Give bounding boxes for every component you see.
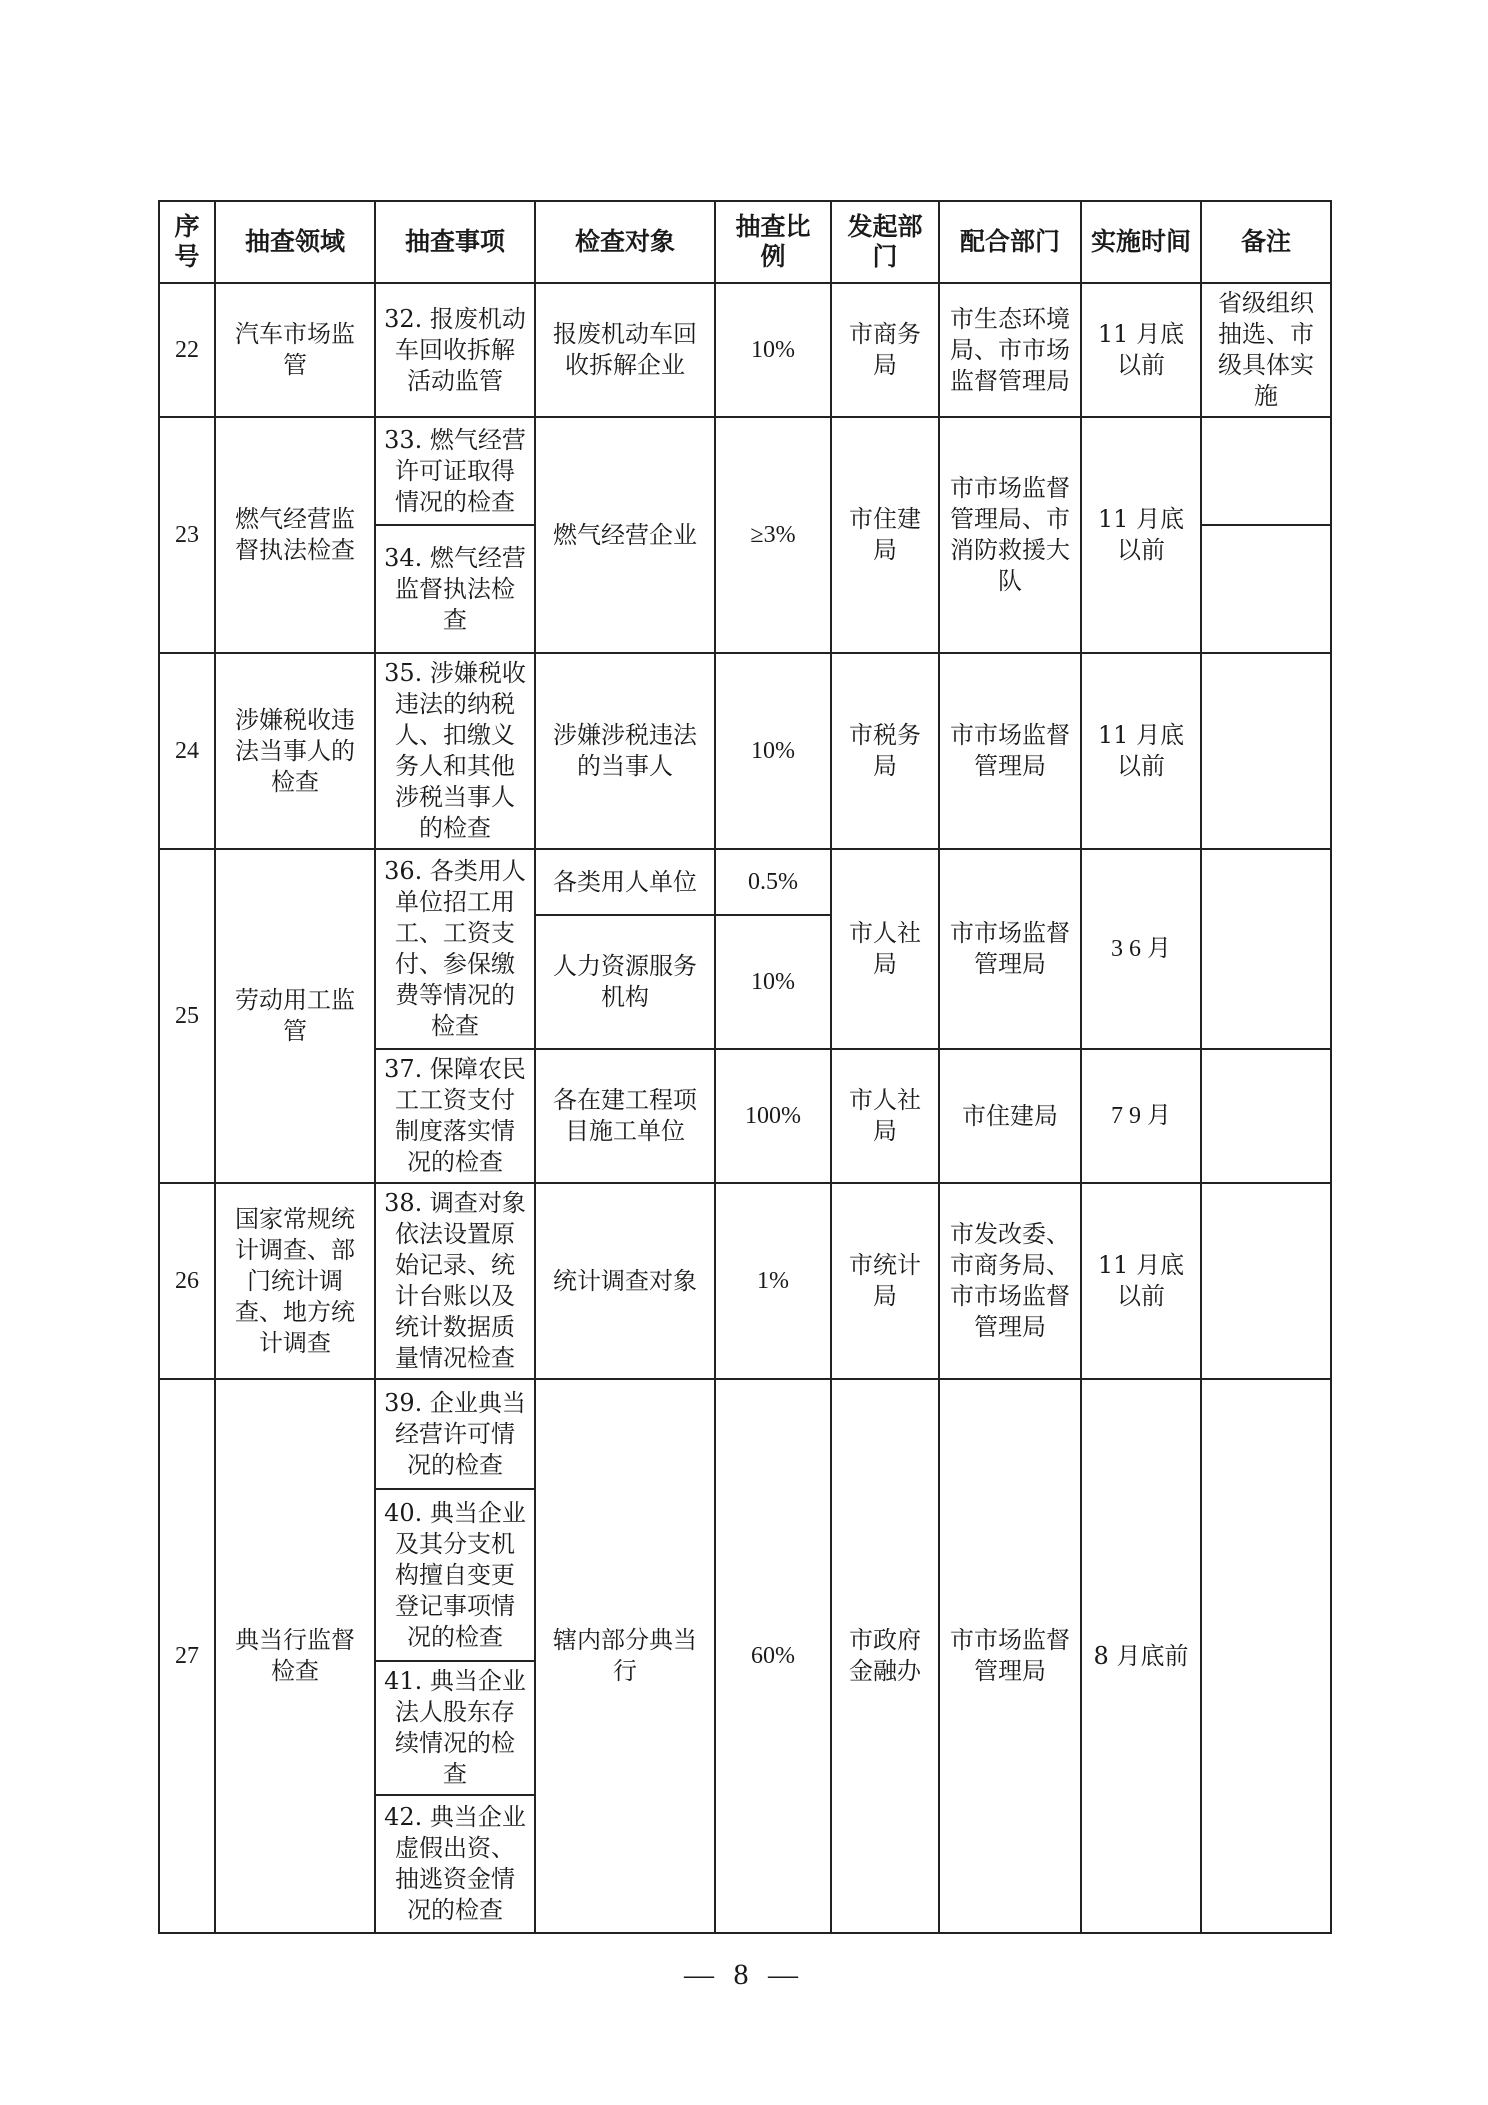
table-row xyxy=(159,653,1331,849)
row-seq: 25 xyxy=(159,849,215,1183)
row-target: 辖内部分典当行 xyxy=(535,1379,715,1933)
row-time: 11 月底以前 xyxy=(1081,283,1201,417)
row-time: 7 9 月 xyxy=(1081,1049,1201,1183)
header-seq: 序号 xyxy=(159,201,215,283)
row-initiator: 市政府金融办 xyxy=(831,1379,939,1933)
row-ratio: 60% xyxy=(715,1379,831,1933)
header-item: 抽查事项 xyxy=(375,201,535,283)
row-seq: 22 xyxy=(159,283,215,417)
row-seq: 24 xyxy=(159,653,215,849)
row-initiator: 市人社局 xyxy=(831,849,939,1049)
row-item: 36. 各类用人单位招工用工、工资支付、参保缴费等情况的检查 xyxy=(375,849,535,1049)
row-cooperator: 市生态环境局、市市场监督管理局 xyxy=(939,283,1081,417)
table-row xyxy=(159,1379,1331,1489)
table-header-row xyxy=(159,201,1331,283)
row-domain: 涉嫌税收违法当事人的检查 xyxy=(215,653,375,849)
row-remark: 省级组织抽选、市级具体实施 xyxy=(1201,283,1331,417)
row-remark-empty xyxy=(1201,1049,1331,1183)
row-target: 燃气经营企业 xyxy=(535,417,715,653)
row-item: 42. 典当企业虚假出资、抽逃资金情况的检查 xyxy=(375,1795,535,1933)
row-ratio: 100% xyxy=(715,1049,831,1183)
row-remark-empty xyxy=(1201,849,1331,1049)
row-time: 11 月底以前 xyxy=(1081,653,1201,849)
row-domain: 劳动用工监管 xyxy=(215,849,375,1183)
row-item: 38. 调查对象依法设置原始记录、统计台账以及统计数据质量情况检查 xyxy=(375,1183,535,1379)
table-row xyxy=(159,417,1331,525)
row-cooperator: 市市场监督管理局 xyxy=(939,849,1081,1049)
row-target: 统计调查对象 xyxy=(535,1183,715,1379)
row-seq: 23 xyxy=(159,417,215,653)
row-time: 3 6 月 xyxy=(1081,849,1201,1049)
row-item: 32. 报废机动车回收拆解活动监管 xyxy=(375,283,535,417)
row-domain: 燃气经营监督执法检查 xyxy=(215,417,375,653)
header-ratio: 抽查比例 xyxy=(715,201,831,283)
row-item: 35. 涉嫌税收违法的纳税人、扣缴义务人和其他涉税当事人的检查 xyxy=(375,653,535,849)
row-ratio: 1% xyxy=(715,1183,831,1379)
row-ratio: 0.5% xyxy=(715,849,831,915)
row-remark-empty xyxy=(1201,653,1331,849)
row-ratio: 10% xyxy=(715,915,831,1049)
row-remark-empty xyxy=(1201,1183,1331,1379)
row-cooperator: 市发改委、市商务局、市市场监督管理局 xyxy=(939,1183,1081,1379)
row-initiator: 市住建局 xyxy=(831,417,939,653)
header-initiator: 发起部门 xyxy=(831,201,939,283)
row-cooperator: 市市场监督管理局、市消防救援大队 xyxy=(939,417,1081,653)
table-row xyxy=(159,283,1331,417)
row-target: 涉嫌涉税违法的当事人 xyxy=(535,653,715,849)
inspection-table xyxy=(158,200,1332,1934)
page-number: — 8 — xyxy=(684,1958,804,1991)
row-ratio: 10% xyxy=(715,283,831,417)
header-time: 实施时间 xyxy=(1081,201,1201,283)
row-remark-empty xyxy=(1201,417,1331,525)
row-target: 各类用人单位 xyxy=(535,849,715,915)
row-seq: 26 xyxy=(159,1183,215,1379)
row-time: 11 月底以前 xyxy=(1081,417,1201,653)
row-target: 报废机动车回收拆解企业 xyxy=(535,283,715,417)
row-item: 37. 保障农民工工资支付制度落实情况的检查 xyxy=(375,1049,535,1183)
row-item: 34. 燃气经营监督执法检查 xyxy=(375,525,535,653)
row-remark-empty xyxy=(1201,525,1331,653)
row-time: 8 月底前 xyxy=(1081,1379,1201,1933)
row-item: 40. 典当企业及其分支机构擅自变更登记事项情况的检查 xyxy=(375,1489,535,1661)
row-target: 各在建工程项目施工单位 xyxy=(535,1049,715,1183)
row-remark-empty xyxy=(1201,1379,1331,1933)
row-cooperator: 市市场监督管理局 xyxy=(939,653,1081,849)
row-cooperator: 市市场监督管理局 xyxy=(939,1379,1081,1933)
row-initiator: 市商务局 xyxy=(831,283,939,417)
header-remark: 备注 xyxy=(1201,201,1331,283)
row-ratio: 10% xyxy=(715,653,831,849)
row-domain: 典当行监督检查 xyxy=(215,1379,375,1933)
table-row xyxy=(159,1183,1331,1379)
row-item: 33. 燃气经营许可证取得情况的检查 xyxy=(375,417,535,525)
header-target: 检查对象 xyxy=(535,201,715,283)
header-cooperator: 配合部门 xyxy=(939,201,1081,283)
row-time: 11 月底以前 xyxy=(1081,1183,1201,1379)
row-domain: 国家常规统计调查、部门统计调查、地方统计调查 xyxy=(215,1183,375,1379)
row-initiator: 市统计局 xyxy=(831,1183,939,1379)
row-item: 39. 企业典当经营许可情况的检查 xyxy=(375,1379,535,1489)
row-initiator: 市税务局 xyxy=(831,653,939,849)
row-cooperator: 市住建局 xyxy=(939,1049,1081,1183)
row-domain: 汽车市场监管 xyxy=(215,283,375,417)
row-ratio: ≥3% xyxy=(715,417,831,653)
table-row xyxy=(159,849,1331,915)
header-domain: 抽查领域 xyxy=(215,201,375,283)
row-initiator: 市人社局 xyxy=(831,1049,939,1183)
row-seq: 27 xyxy=(159,1379,215,1933)
row-target: 人力资源服务机构 xyxy=(535,915,715,1049)
row-item: 41. 典当企业法人股东存续情况的检查 xyxy=(375,1661,535,1795)
